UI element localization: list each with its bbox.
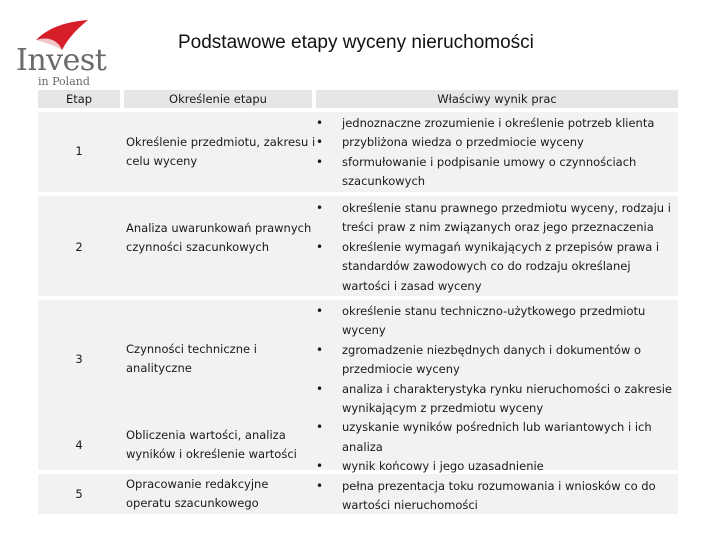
stage-label: Opracowanie redakcyjne operatu szacunkowego	[126, 477, 269, 511]
result-item: • jednoznaczne zrozumienie i określenie potrzeb klienta	[316, 114, 678, 133]
result-item: • określenie wymagań wynikających z przepisów prawa i standardów zawodowych co do rodzaju określanej wartości i zasad wyceny	[316, 238, 678, 296]
results-list	[316, 302, 678, 515]
stage-label: Obliczenia wartości, analiza wyników i określenie wartości	[126, 428, 297, 462]
logo-word: Invest	[16, 43, 107, 78]
result-item: • pełna prezentacja toku rozumowania i wniosków co do wartości nieruchomości	[316, 477, 678, 516]
result-item: • przybliżona wiedza o przedmiocie wyceny	[316, 133, 678, 152]
stage-label: Czynności techniczne i analityczne	[126, 342, 257, 376]
result-item: • sformułowanie i podpisanie umowy o czynnościach szacunkowych	[316, 153, 678, 192]
header-wynik-prac: Właściwy wynik prac	[316, 90, 678, 108]
result-item: • zgromadzenie niezbędnych danych i dokumentów o przedmiocie wyceny	[316, 341, 678, 380]
row-number: 1	[75, 144, 83, 158]
row-number: 3	[75, 352, 83, 366]
result-item: • analiza i charakterystyka rynku nieruchomości o zakresie wynikającym z przedmiotu wyceny	[316, 380, 678, 419]
row-number: 4	[75, 438, 83, 452]
result-item: • określenie stanu prawnego przedmiotu wyceny, rodzaju i treści praw z nim związanych oraz jego przeznaczenia	[316, 199, 678, 238]
results-list	[316, 199, 678, 296]
header-okreslenie-etapu: Określenie etapu	[124, 90, 312, 108]
logo-subtitle: in Poland	[38, 75, 90, 88]
header-etap: Etap	[38, 90, 120, 108]
result-item: • uzyskanie wyników pośrednich lub wariantowych i ich analiza	[316, 418, 678, 457]
results-list	[316, 114, 678, 192]
stage-label: Analiza uwarunkowań prawnych czynności szacunkowych	[126, 221, 312, 255]
invest-in-poland-logo	[16, 18, 107, 88]
result-item: • wynik końcowy i jego uzasadnienie	[316, 457, 678, 476]
row-number: 2	[75, 240, 83, 254]
result-item: • określenie stanu techniczno-użytkowego przedmiotu wyceny	[316, 302, 678, 341]
row-number: 5	[75, 487, 83, 501]
page-title: Podstawowe etapy wyceny nieruchomości	[178, 32, 534, 53]
stage-label: Określenie przedmiotu, zakresu i celu wyceny	[126, 135, 316, 169]
